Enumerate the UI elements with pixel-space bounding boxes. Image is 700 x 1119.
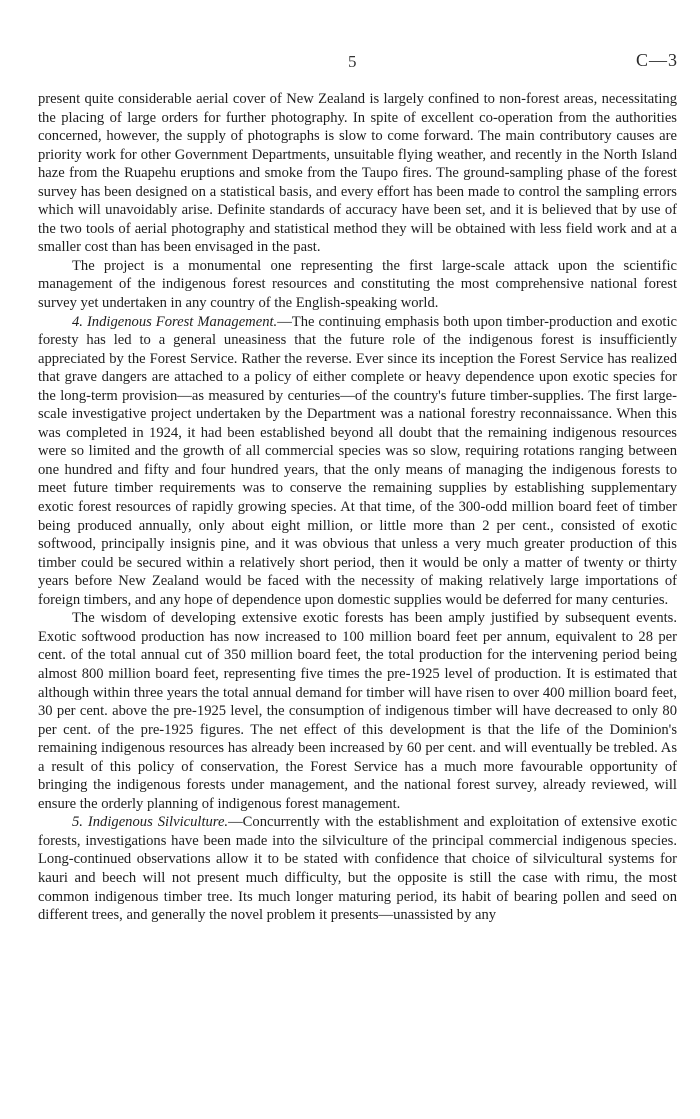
paragraph-text: The project is a monumental one representing the first large-scale attack upon the scientific management of the indigenous forest resources and constituting the most comprehensive national forest survey yet undertaken in any country of the English-speaking world.	[38, 257, 677, 312]
paragraph-text: —Concurrently with the establishment and exploitation of extensive exotic forests, investigations have been made into the silviculture of the principal commercial indigenous species. Long-continued observations allow it to be stated with confidence that choice of silvicultural systems for kauri and beech will not present much difficulty, but the opposite is still the case with rimu, the most common indigenous timber tree. Its much longer maturing period, its habit of bearing pollen and seed on different trees, and generally the novel problem it presents—unassisted by any	[38, 814, 677, 924]
section-heading: 4. Indigenous Forest Management.	[72, 313, 278, 330]
paragraph-3	[38, 313, 677, 610]
paragraph-text: —The continuing emphasis both upon timber-production and exotic foresty has led to a general uneasiness that the future role of the indigenous forest is insufficiently appreciated by the Forest Service. Rather the reverse. Ever since its inception the Forest Service has realized that grave dangers are attached to a policy of either complete or heavy dependence upon exotic species for the long-term provision—as measured by centuries—of the country's future timber-supplies. The first large-scale investigative project undertaken by the Department was a national forestry reconnaissance. When this was completed in 1924, it had been established beyond all doubt that the remaining indigenous resources were so limited and the growth of all commercial species was so slow, requiring rotations ranging between one hundred and fifty and four hundred years, that the only means of managing the indigenous forests to meet future timber requirements was to conserve the remaining supplies by establishing supplementary exotic forest resources of rapidly growing species. At that time, of the 300-odd million board feet of timber being produced annually, only about eight million, or little more than 2 per cent., consisted of exotic softwood, principally insignis pine, and it was obvious that unless a very much greater production of this timber could be secured within a relatively short period, then it would be only a matter of twenty or thirty years before New Zealand would be faced with the necessity of making relatively large importations of foreign timbers, and any hope of dependence upon domestic supplies would be deferred for many centuries.	[38, 313, 677, 608]
body-text	[38, 90, 677, 925]
page-number: 5	[348, 52, 357, 71]
paragraph-1	[38, 90, 677, 257]
paragraph-2	[38, 257, 677, 313]
paragraph-5	[38, 813, 677, 924]
paragraph-text: present quite considerable aerial cover of New Zealand is largely confined to non-forest areas, necessitating the placing of large orders for further photography. In spite of excellent co-operation from the authorities concerned, however, the supply of photographs is slow to come forward. The main contributory causes are priority work for other Government Departments, unsuitable flying weather, and recently in the North Island haze from the Ruapehu eruptions and smoke from the Taupo fires. The ground-sampling phase of the forest survey has been designed on a statistical basis, and every effort has been made to control the sampling errors which will unavoidably arise. Definite standards of accuracy have been set, and it is believed that by use of the two tools of aerial photography and statistical method they will be obtained with less field work and at a smaller cost than has been envisaged in the past.	[38, 91, 677, 256]
document-reference: C—3	[635, 50, 678, 70]
paragraph-text: The wisdom of developing extensive exotic forests has been amply justified by subsequent events. Exotic softwood production has now increased to 100 million board feet per annum, equivalent to 28 per cent. of the total annual cut of 350 million board feet, the total production for the intervening period being almost 800 million board feet, representing five times the pre-1925 level of production. It is estimated that although within three years the total annual demand for timber will have risen to over 400 million board feet, 30 per cent. above the pre-1925 level, the consumption of indigenous timber will have decreased to only 80 per cent. of the pre-1925 figures. The net effect of this development is that the life of the Dominion's remaining indigenous resources has already been increased by 60 per cent. and will eventually be trebled. As a result of this policy of conservation, the Forest Service has a much more favourable opportunity of bringing the indigenous forests under management, and the national forest survey, already reviewed, will ensure the orderly planning of indigenous forest management.	[38, 610, 677, 812]
paragraph-4	[38, 609, 677, 813]
section-heading: 5. Indigenous Silviculture.	[72, 814, 229, 831]
